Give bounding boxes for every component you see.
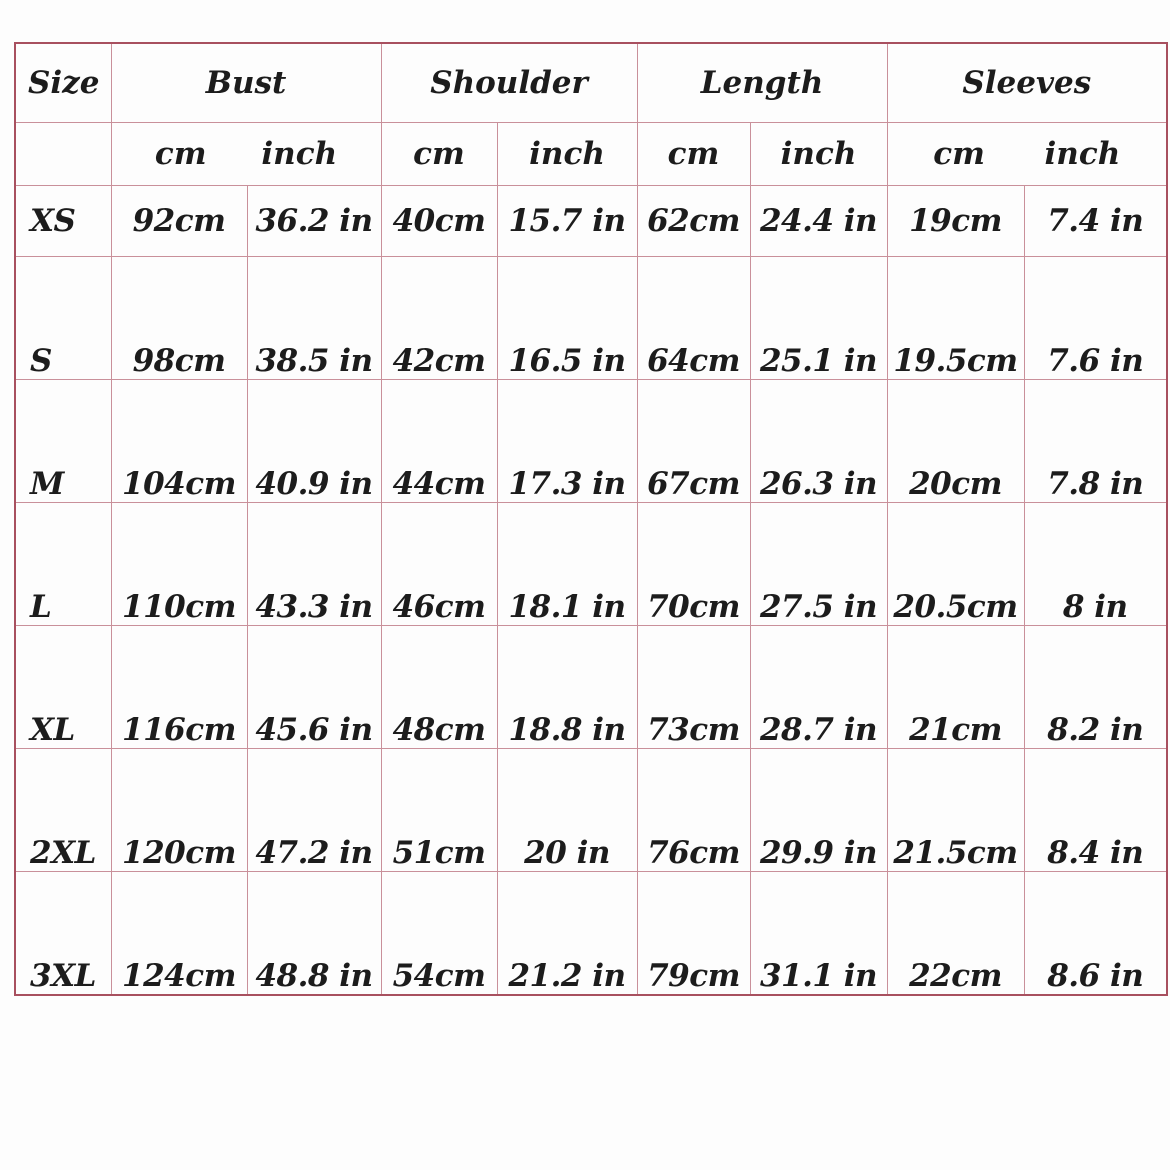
shoulder-inch-cell: 18.1 in bbox=[497, 503, 637, 626]
shoulder-cm-cell: 44cm bbox=[381, 380, 497, 503]
length-inch-cell: 25.1 in bbox=[750, 257, 887, 380]
sleeves-inch-header: inch bbox=[1044, 136, 1121, 172]
length-cm-header: cm bbox=[637, 123, 750, 186]
size-cell: S bbox=[15, 257, 111, 380]
length-cm-cell: 76cm bbox=[637, 749, 750, 872]
length-inch-cell: 27.5 in bbox=[750, 503, 887, 626]
bust-cm-header: cm bbox=[154, 136, 207, 172]
length-inch-cell: 24.4 in bbox=[750, 186, 887, 257]
bust-inch-header: inch bbox=[261, 136, 338, 172]
length-inch-cell: 29.9 in bbox=[750, 749, 887, 872]
length-inch-cell: 26.3 in bbox=[750, 380, 887, 503]
shoulder-inch-cell: 15.7 in bbox=[497, 186, 637, 257]
shoulder-inch-cell: 17.3 in bbox=[497, 380, 637, 503]
shoulder-inch-cell: 21.2 in bbox=[497, 872, 637, 996]
bust-inch-cell: 36.2 in bbox=[247, 186, 381, 257]
sleeves-group-header: Sleeves bbox=[887, 43, 1167, 123]
table-row bbox=[15, 626, 1167, 749]
shoulder-cm-cell: 40cm bbox=[381, 186, 497, 257]
sleeves-inch-cell: 7.6 in bbox=[1024, 257, 1167, 380]
length-inch-header: inch bbox=[750, 123, 887, 186]
bust-cm-cell: 98cm bbox=[111, 257, 247, 380]
shoulder-inch-cell: 20 in bbox=[497, 749, 637, 872]
shoulder-cm-cell: 42cm bbox=[381, 257, 497, 380]
bust-inch-cell: 40.9 in bbox=[247, 380, 381, 503]
unit-header-row bbox=[15, 123, 1167, 186]
shoulder-group-header: Shoulder bbox=[381, 43, 637, 123]
bust-unit-headers bbox=[111, 123, 381, 186]
sleeves-cm-cell: 19cm bbox=[887, 186, 1024, 257]
sleeves-cm-cell: 19.5cm bbox=[887, 257, 1024, 380]
size-cell: XS bbox=[15, 186, 111, 257]
table-row bbox=[15, 257, 1167, 380]
bust-inch-cell: 43.3 in bbox=[247, 503, 381, 626]
bust-cm-cell: 110cm bbox=[111, 503, 247, 626]
sleeves-inch-cell: 7.4 in bbox=[1024, 186, 1167, 257]
size-cell: M bbox=[15, 380, 111, 503]
bust-inch-cell: 38.5 in bbox=[247, 257, 381, 380]
size-chart-table bbox=[14, 42, 1168, 996]
table-row bbox=[15, 503, 1167, 626]
length-cm-cell: 79cm bbox=[637, 872, 750, 996]
length-cm-cell: 67cm bbox=[637, 380, 750, 503]
unit-header-empty bbox=[15, 123, 111, 186]
sleeves-cm-cell: 20.5cm bbox=[887, 503, 1024, 626]
bust-cm-cell: 116cm bbox=[111, 626, 247, 749]
length-cm-cell: 62cm bbox=[637, 186, 750, 257]
size-cell: 3XL bbox=[15, 872, 111, 996]
sleeves-inch-cell: 8 in bbox=[1024, 503, 1167, 626]
shoulder-cm-cell: 48cm bbox=[381, 626, 497, 749]
bust-group-header: Bust bbox=[111, 43, 381, 123]
length-inch-cell: 28.7 in bbox=[750, 626, 887, 749]
sleeves-inch-cell: 8.4 in bbox=[1024, 749, 1167, 872]
bust-cm-cell: 92cm bbox=[111, 186, 247, 257]
sleeves-cm-cell: 21cm bbox=[887, 626, 1024, 749]
table-row bbox=[15, 380, 1167, 503]
bust-inch-cell: 45.6 in bbox=[247, 626, 381, 749]
length-group-header: Length bbox=[637, 43, 887, 123]
bust-inch-cell: 47.2 in bbox=[247, 749, 381, 872]
bust-inch-cell: 48.8 in bbox=[247, 872, 381, 996]
sleeves-cm-cell: 20cm bbox=[887, 380, 1024, 503]
shoulder-cm-header: cm bbox=[381, 123, 497, 186]
table-row bbox=[15, 749, 1167, 872]
shoulder-inch-cell: 18.8 in bbox=[497, 626, 637, 749]
size-cell: 2XL bbox=[15, 749, 111, 872]
table-row bbox=[15, 186, 1167, 257]
size-cell: XL bbox=[15, 626, 111, 749]
size-cell: L bbox=[15, 503, 111, 626]
sleeves-unit-headers bbox=[887, 123, 1167, 186]
table-row bbox=[15, 872, 1167, 996]
bust-cm-cell: 120cm bbox=[111, 749, 247, 872]
group-header-row bbox=[15, 43, 1167, 123]
length-inch-cell: 31.1 in bbox=[750, 872, 887, 996]
size-column-header: Size bbox=[15, 43, 111, 123]
sleeves-cm-cell: 21.5cm bbox=[887, 749, 1024, 872]
bust-cm-cell: 124cm bbox=[111, 872, 247, 996]
sleeves-inch-cell: 8.6 in bbox=[1024, 872, 1167, 996]
shoulder-cm-cell: 54cm bbox=[381, 872, 497, 996]
shoulder-cm-cell: 51cm bbox=[381, 749, 497, 872]
sleeves-inch-cell: 8.2 in bbox=[1024, 626, 1167, 749]
length-cm-cell: 73cm bbox=[637, 626, 750, 749]
length-cm-cell: 64cm bbox=[637, 257, 750, 380]
shoulder-inch-cell: 16.5 in bbox=[497, 257, 637, 380]
sleeves-cm-header: cm bbox=[933, 136, 985, 172]
sleeves-cm-cell: 22cm bbox=[887, 872, 1024, 996]
length-cm-cell: 70cm bbox=[637, 503, 750, 626]
sleeves-inch-cell: 7.8 in bbox=[1024, 380, 1167, 503]
shoulder-cm-cell: 46cm bbox=[381, 503, 497, 626]
shoulder-inch-header: inch bbox=[497, 123, 637, 186]
bust-cm-cell: 104cm bbox=[111, 380, 247, 503]
